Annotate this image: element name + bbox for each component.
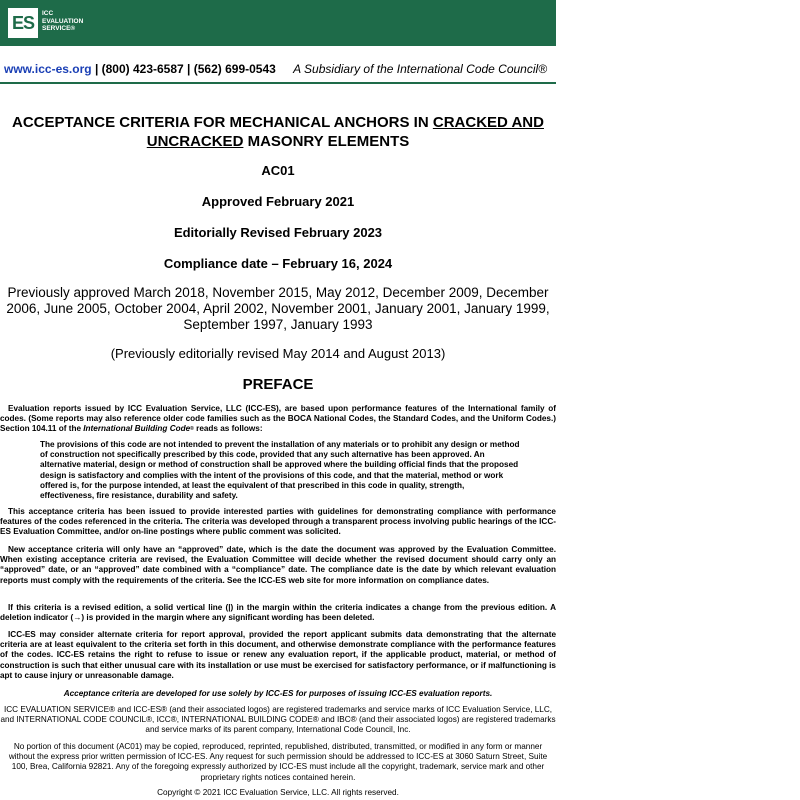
previously-approved: Previously approved March 2018, November 2015, May 2012, December 2009, December 2006, June 2005, October 2004, April 2002, November 2001, January 2001, January 1999, September 1997, January 1993 bbox=[6, 285, 550, 332]
copying-notice: No portion of this document (AC01) may be copied, reproduced, reprinted, republished, distributed, transmitted, or modified in any form or manner without the express prior written permission of ICC-ES. Any request for such permission should be addressed to ICC-ES at 3060 Saturn Street, Suite 100, Brea, California 92821. Any of the foregoing expressly authorized by ICC-ES must include all the copyright, trademark, service mark and other proprietary rights notices contained herein. bbox=[8, 742, 548, 782]
copyright-line: Copyright © 2021 ICC Evaluation Service, LLC. All rights reserved. bbox=[157, 788, 399, 797]
preface-paragraph-4: If this criteria is a revised edition, a solid vertical line (|) in the margin within the criteria indicates a change from the previous edition. A deletion indicator (→) is provided in the margin where any significant wording has been deleted. bbox=[0, 603, 556, 623]
preface-paragraph-3: New acceptance criteria will only have an “approved” date, which is the date the document was approved by the Evaluation Committee. When existing acceptance criteria are revised, the Evaluation Committee will decide whether the revised document should carry only an “approved” date, or an “approved” date combined with a “compliance” date. The compliance date is the date by which relevant evaluation reports must comply with the requirements of the criteria. See the ICC-ES web site for more information on compliance dates. bbox=[0, 545, 556, 585]
title-underlined-1: CRACKED AND bbox=[432, 114, 544, 131]
phone-2: (562) 699-0543 bbox=[193, 62, 276, 76]
approved-date: Approved February 2021 bbox=[201, 194, 355, 209]
phone-1: (800) 423-6587 bbox=[101, 62, 184, 76]
trademark-notice: ICC EVALUATION SERVICE® and ICC-ES® (and their associated logos) are registered trademarks and service marks of ICC Evaluation Service, LLC, and INTERNATIONAL CODE COUNCIL®, ICC®, INTERNATIONAL BUILDING CODE® and IBC® (and their associated logos) are registered trademarks and service marks of its parent company, International Code Council, Inc. bbox=[0, 705, 556, 735]
brand-header-bar bbox=[0, 0, 556, 46]
p1-text-a: Evaluation reports issued by ICC Evaluation Service, LLC (ICC-ES), are based upon performance features of the International family of codes. (Some reports may also reference older code families such as the BOCA National Codes, the Standard Codes, and the Uniform Codes.) Section 104.11 of the bbox=[0, 404, 556, 434]
code-quote: The provisions of this code are not intended to prevent the installation of any materials or to prohibit any design or method of construction not specifically prescribed by this code, provided that any such alternative has been approved. An alternative material, design or method of construction shall be approved where the building official finds that the proposed design is satisfactory and complies with the intent of the provisions of this code, and that the material, method or work offered is, for the purpose intended, at least the equivalent of that prescribed in this code in quality, strength, effectiveness, fire resistance, durability and safety. bbox=[40, 440, 520, 501]
separator: | bbox=[187, 62, 191, 76]
header-rule bbox=[0, 82, 556, 84]
logo-line-2: EVALUATION bbox=[42, 17, 84, 25]
compliance-date: Compliance date – February 16, 2024 bbox=[163, 256, 393, 271]
document-title bbox=[0, 113, 556, 151]
logo-line-1: ICC bbox=[42, 10, 54, 17]
preface-heading: PREFACE bbox=[242, 376, 314, 393]
logo-wordmark bbox=[42, 10, 83, 33]
title-underlined-2: UNCRACKED bbox=[146, 133, 244, 150]
p1-ibc-title: International Building Code bbox=[83, 424, 191, 434]
title-part-2: MASONRY ELEMENTS bbox=[243, 133, 410, 150]
p1-text-b: reads as follows: bbox=[193, 424, 263, 434]
separator: | bbox=[94, 62, 99, 76]
logo-letters: ES bbox=[11, 13, 34, 33]
preface-paragraph-1: Evaluation reports issued by ICC Evaluation Service, LLC (ICC-ES), are based upon performance features of the International family of codes. (Some reports may also reference older code families such as the BOCA National Codes, the Standard Codes, and the Uniform Codes.) Section 104.11 of the International Building Code® reads as follows: bbox=[0, 404, 556, 434]
editorially-revised-date: Editorially Revised February 2023 bbox=[173, 225, 383, 240]
icc-es-logo bbox=[8, 8, 38, 38]
logo-line-3: SERVICE® bbox=[42, 25, 76, 32]
website-link[interactable]: www.icc-es.org bbox=[4, 62, 92, 76]
previously-editorially-revised: (Previously editorially revised May 2014 and August 2013) bbox=[110, 346, 446, 361]
preface-paragraph-5: ICC-ES may consider alternate criteria for report approval, provided the report applicant submits data demonstrating that the alternate criteria are at least equivalent to the criteria set forth in this document, and otherwise demonstrate compliance with the performance features of the codes. ICC-ES retains the right to refuse to issue or renew any evaluation report, if the applicable product, material, or method of construction is such that either unusual care with its installation or use must be exercised for satisfactory performance, or if malfunctioning is apt to cause injury or unreasonable damage. bbox=[0, 630, 556, 680]
document-id: AC01 bbox=[261, 163, 295, 178]
preface-paragraph-2: This acceptance criteria has been issued to provide interested parties with guidelines for demonstrating compliance with performance features of the codes referenced in the criteria. The criteria was developed through a transparent process involving public hearings of the ICC-ES Evaluation Committee, and/or on-line postings where public comment was solicited. bbox=[0, 507, 556, 537]
contact-line bbox=[4, 62, 556, 76]
subsidiary-note: A Subsidiary of the International Code Council® bbox=[293, 62, 548, 76]
title-part-1: ACCEPTANCE CRITERIA FOR MECHANICAL ANCHORS IN bbox=[12, 114, 433, 131]
acceptance-criteria-note: Acceptance criteria are developed for use solely by ICC-ES for purposes of issuing ICC-ES evaluation reports. bbox=[63, 689, 493, 698]
